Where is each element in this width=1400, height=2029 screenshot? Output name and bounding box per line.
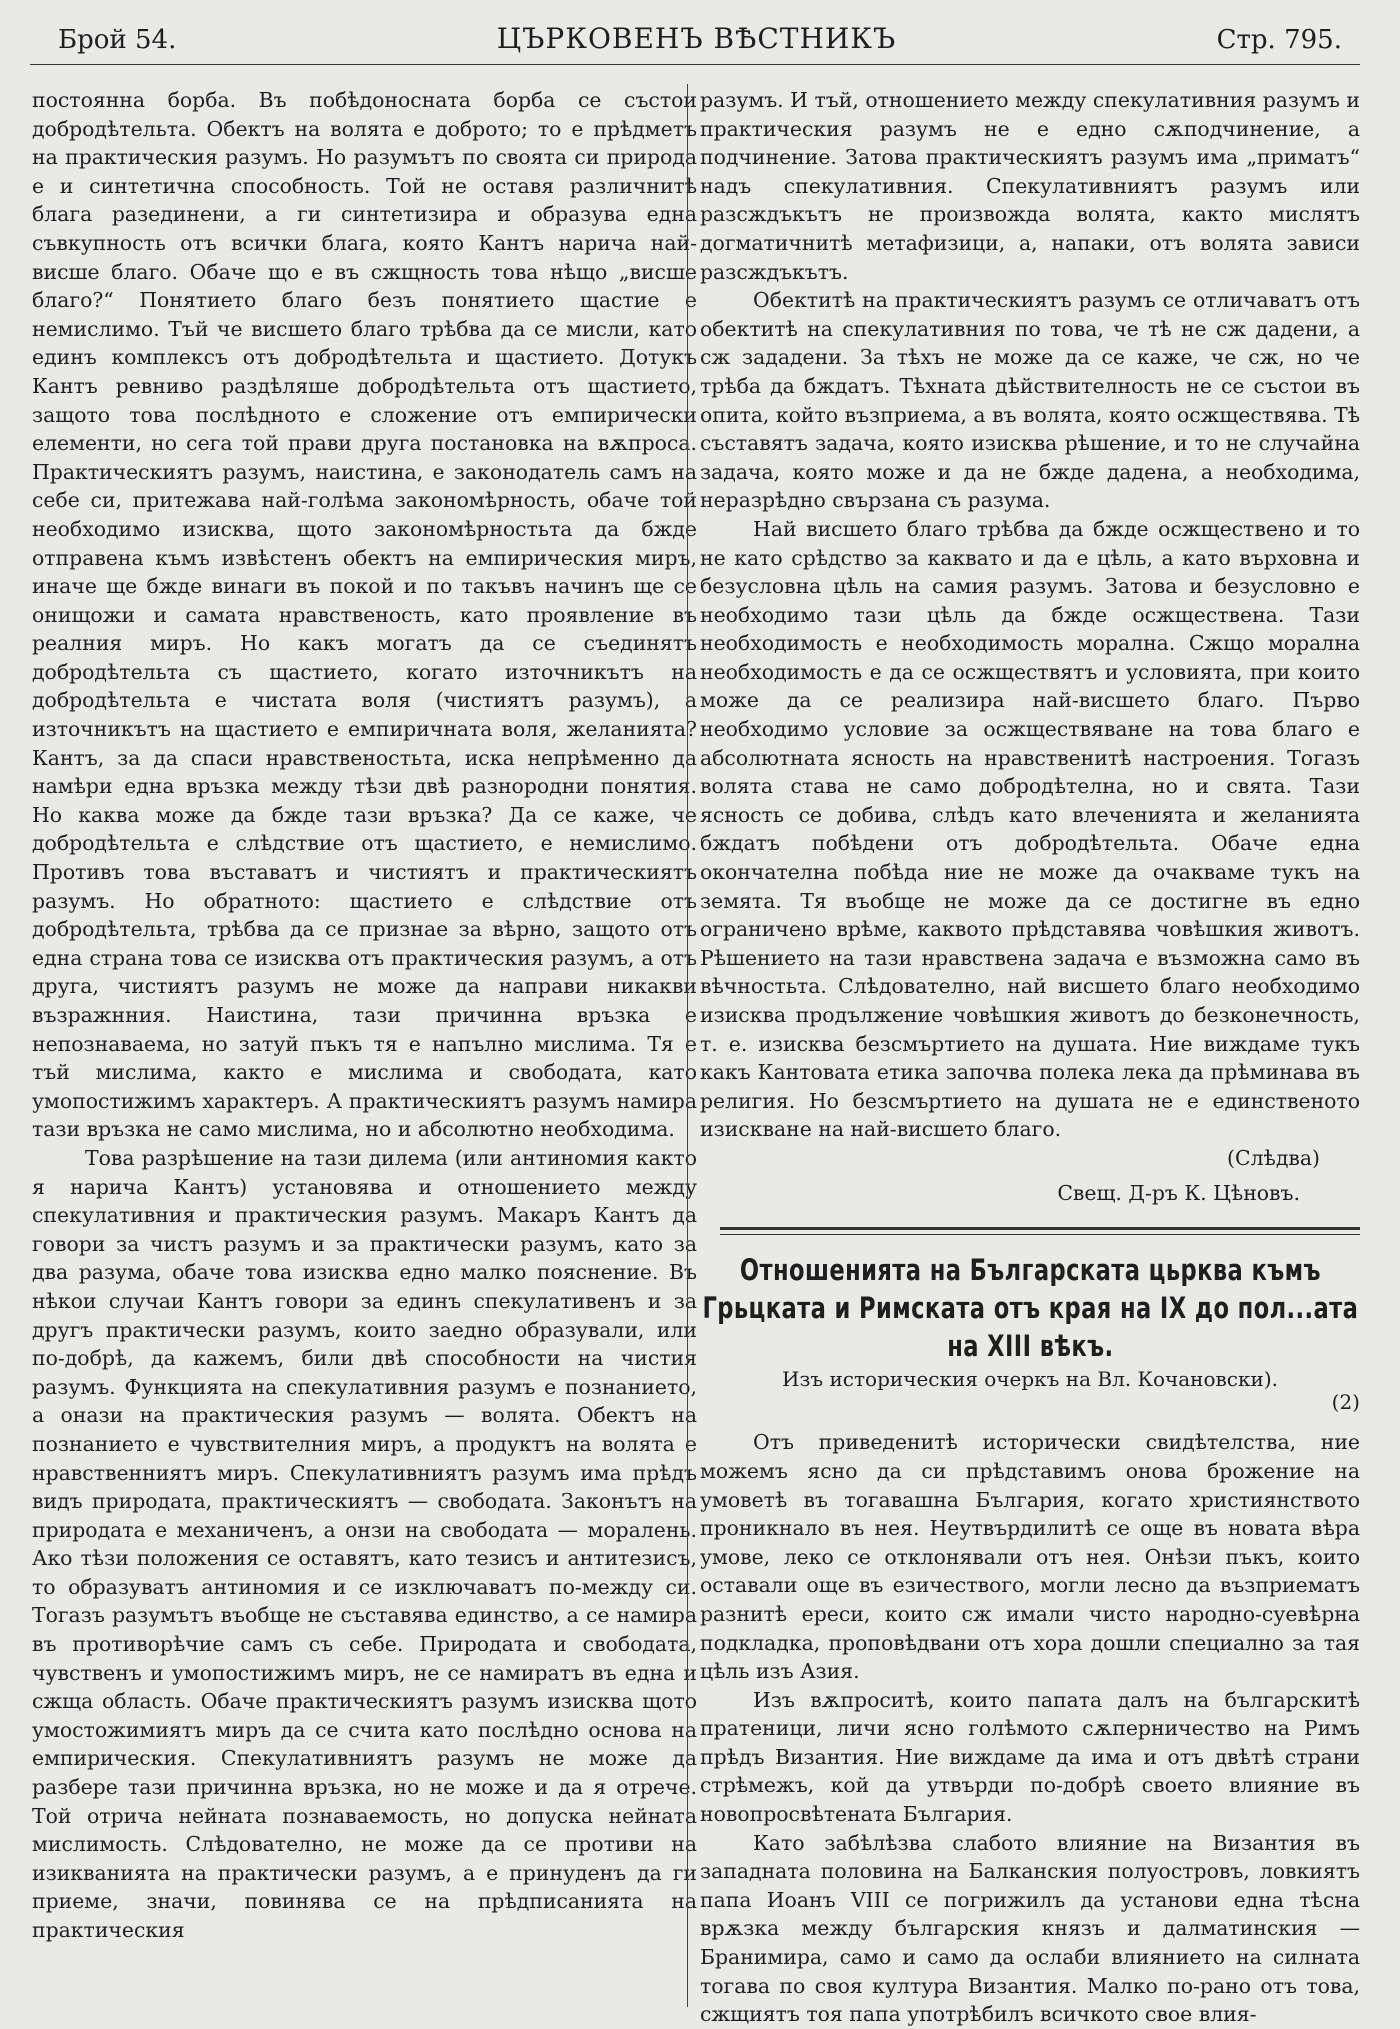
- article-rule: [720, 1227, 1360, 1230]
- article-part-number: (2): [1331, 1389, 1360, 1414]
- newspaper-title: ЦЪРКОВЕНЪ ВѢСТНИКЪ: [496, 22, 897, 55]
- page-header: [58, 22, 1342, 56]
- article-rule: [720, 1234, 1360, 1235]
- column-divider: [687, 84, 688, 2007]
- paragraph: постоянна борба. Въ побѣдоносната борба се състои добродѣтельта. Обектъ на волята е доброто; то е прѣдметъ на практическия разумъ. Но разумътъ по своята си природа е и синтетична способность. Той не оставя различнитѣ блага разединени, а ги синтетизира и образува една съвкупность отъ всички блага, която Кантъ нарича най-висше благо. Обаче що е въ сжщность това нѣщо „висше благо?“ Понятието благо безъ понятието щастие е немислимо. Тъй че висшето благо трѣбва да се мисли, като единъ комплексъ отъ добродѣтельта и щастието. Дотукъ Кантъ ревниво раздѣляше добродѣтельта отъ щастието, защото това послѣдното е сложение отъ емпирически елементи, но сега той прави друга постановка на вѫпроса. Практическиятъ разумъ, наистина, е законодатель самъ на себе си, притежава най-голѣма закономѣрность, обаче той необходимо изисква, щото закономѣрностьта да бжде отправена къмъ извѣстенъ обектъ на емпирическия миръ, иначе ще бжде винаги въ покой и по такъвъ начинъ ще се онищожи и самата нравственость, като проявление въ реалния миръ. Но какъ могатъ да се съединятъ добродѣтельта съ щастието, когато източникътъ на добродѣтельта е чистата воля (чистиятъ разумъ), а източникътъ на щастието е емпиричната воля, желанията? Кантъ, за да спаси нравственостьта, иска непрѣменно да намѣри една връзка между тѣзи двѣ разнородни понятия. Но каква може да бжде тази връзка? Да се каже, че добродѣтельта е слѣдствие отъ щастието, е немислимо. Противъ това въставатъ и чистиятъ и практическиятъ разумъ. Но обратното: щастието е слѣдствие отъ добродѣтельта, трѣбва да се признае за вѣрно, защото отъ една страна това се изисква отъ практическия разумъ, а отъ друга, чистиятъ разумъ не може да направи никакви възражнния. Наистина, тази причинна връзка е непознаваема, но затуй пъкъ тя е напълно мислима. Тя е тъй мислима, както е мислима и свободата, като умопостижимъ характеръ. А практическиятъ разумъ намира тази връзка не само мислима, но и абсолютно необходима.: [32, 88, 697, 1142]
- paragraph: Това разрѣшение на тази дилема (или антиномия както я нарича Кантъ) установява и отношението между спекулативния и практическия разумъ. Макаръ Кантъ да говори за чистъ разумъ и за практически разумъ, като за два разума, обаче това изисква едно малко пояснение. Въ нѣкои случаи Кантъ говори за единъ спекулативенъ и за другъ практически разумъ, които заедно образували, или по-добрѣ, да кажемъ, били двѣ способности на чистия разумъ. Функцията на спекулативния разумъ е познанието, а онази на практическия разумъ — волята. Обектъ на познанието е чувствителния миръ, а продуктъ на волята е нравственниятъ миръ. Спекулативниятъ разумъ има прѣдъ видъ природата, практическиятъ — свободата. Законътъ на природата е механиченъ, а онзи на свободата — моралень. Ако тѣзи положения се оставятъ, като тезисъ и антитезисъ, то образуватъ антиномия и се изключаватъ по-между си. Тогазъ разумътъ въобще не съставява единство, а се намира въ противорѣчие самъ съ себе. Природата и свободата, чувственъ и умопостижимъ миръ, не се намиратъ въ една и сжща область. Обаче практическиятъ разумъ изисква щото умостожимиятъ миръ да се счита като послѣдно основа на емпирическия. Спекулативниятъ разумъ не може да разбере тази причинна връзка, но не може и да я отрече. Той отрича нейната познаваемость, но допуска нейната мислимость. Слѣдователно, не може да се противи на изикванията на практически разумъ, а е принуденъ да ги приеме, значи, повинява се на прѣдписанията на практическия: [32, 1145, 697, 1942]
- paragraph: Най висшето благо трѣбва да бжде осжществено и то не като срѣдство за каквато и да е цѣль, а като върховна и безусловна цѣль на самия разумъ. Затова и безусловно е необходимо тази цѣль да бжде осжществена. Тази необходимость е необходимость морална. Сжщо морална необходимость е да се осжществятъ и условията, при които може да се реализира най-висшето благо. Първо необходимо условие за осжществяване на това благо е абсолютната ясность на нравственитѣ настроения. Тогазъ волята става не само добродѣтелна, но и свята. Тази ясность се добива, слѣдъ като влеченията и желанията бждатъ побѣдени отъ добродѣтельта. Обаче една окончателна побѣда ние не може да очакваме тукъ на земята. Тя въобще не може да се достигне въ едно ограничено врѣме, каквото прѣдставява човѣшкия животъ. Рѣшението на тази нравствена задача е възможна само въ вѣчностьта. Слѣдователно, най висшето благо необходимо изисква продължение човѣшкия животъ до безконечность, т. е. изисква безсмъртието на душата. Ние виждаме тукъ какъ Кантовата етика започва полека лека да прѣминава въ религия. Но безсмъртието на душата не е единственото изискване на най-висшето благо.: [700, 516, 1360, 1142]
- left-column: [32, 86, 697, 1945]
- right-column: [700, 86, 1360, 2029]
- issue-number: Брой 54.: [58, 25, 177, 55]
- author-signature: Свещ. Д-ръ К. Цѣновъ.: [1057, 1180, 1300, 1205]
- paragraph: Обектитѣ на практическиятъ разумъ се отличаватъ отъ обектитѣ на спекулативния по това, че тѣ не сж дадени, а сж зададени. За тѣхъ не може да се каже, че сж, но че трѣба да бждатъ. Тѣхната дѣйствителность не се състои въ опита, който възприема, а въ волята, която осжществява. Тѣ съставятъ задача, която изисква рѣшение, и то не случайна задача, която може и да не бжде дадена, а необходима, неразрѣдно свързана съ разума.: [700, 288, 1360, 513]
- paragraph: Отъ приведенитѣ исторически свидѣтелства, ние можемъ ясно да си прѣдставимъ онова брожение на умоветѣ въ тогавашна България, когато християнството проникнало въ нея. Неутвърдилитѣ се още въ новата вѣра умове, леко се отклонявали отъ нея. Онѣзи пъкъ, които оставали още въ езичествого, могли лесно да възприематъ разнитѣ ереси, които сж имали чисто народно-суевѣрна подкладка, проповѣдвани отъ хора дошли специално за тая цѣль изъ Азия.: [700, 1430, 1360, 1684]
- page-number: Стр. 795.: [1216, 25, 1342, 55]
- paragraph: Изъ вѫпроситѣ, които папата далъ на българскитѣ пратеници, личи ясно голѣмото сѫперничество на Римъ прѣдъ Византия. Ние виждаме да има и отъ двѣтѣ страни стрѣмежъ, кой да утвърди по-добрѣ своето влияние въ новопросвѣтената България.: [700, 1687, 1360, 1827]
- header-rule: [30, 64, 1360, 65]
- article-title: Отношенията на Българската цьрква къмъ Грьцката и Римската отъ края на IX до пол...ата на XIII вѣкъ.: [702, 1253, 1358, 1364]
- paragraph: разумъ. И тъй, отношението между спекулативния разумъ и практическия разумъ не е едно сѫподчинение, а подчинение. Затова практическиятъ разумъ има „приматъ“ надъ спекулативния. Спекулативниятъ разумъ или разсждъкътъ не произвожда волята, както мислятъ догматичнитѣ метафизици, а, напаки, отъ волята зависи разсждъкътъ.: [700, 88, 1360, 284]
- continued-note: (Слѣдва): [1227, 1145, 1320, 1170]
- article-subtitle: Изъ историческия очеркъ на Вл. Кочановски).: [782, 1367, 1278, 1392]
- paragraph: Като забѣлѣзва слабото влияние на Византия въ западната половина на Балканския полуостровъ, ловкиятъ папа Иоанъ VIII се погрижилъ да установи една тѣсна врѫзка между българския князъ и далматинския — Бранимира, само и само да ослаби влиянието на силната тогава по своя култура Византия. Малко по-рано отъ това, сжщиятъ тоя папа употрѣбилъ всичкото свое влия-: [700, 1830, 1360, 2027]
